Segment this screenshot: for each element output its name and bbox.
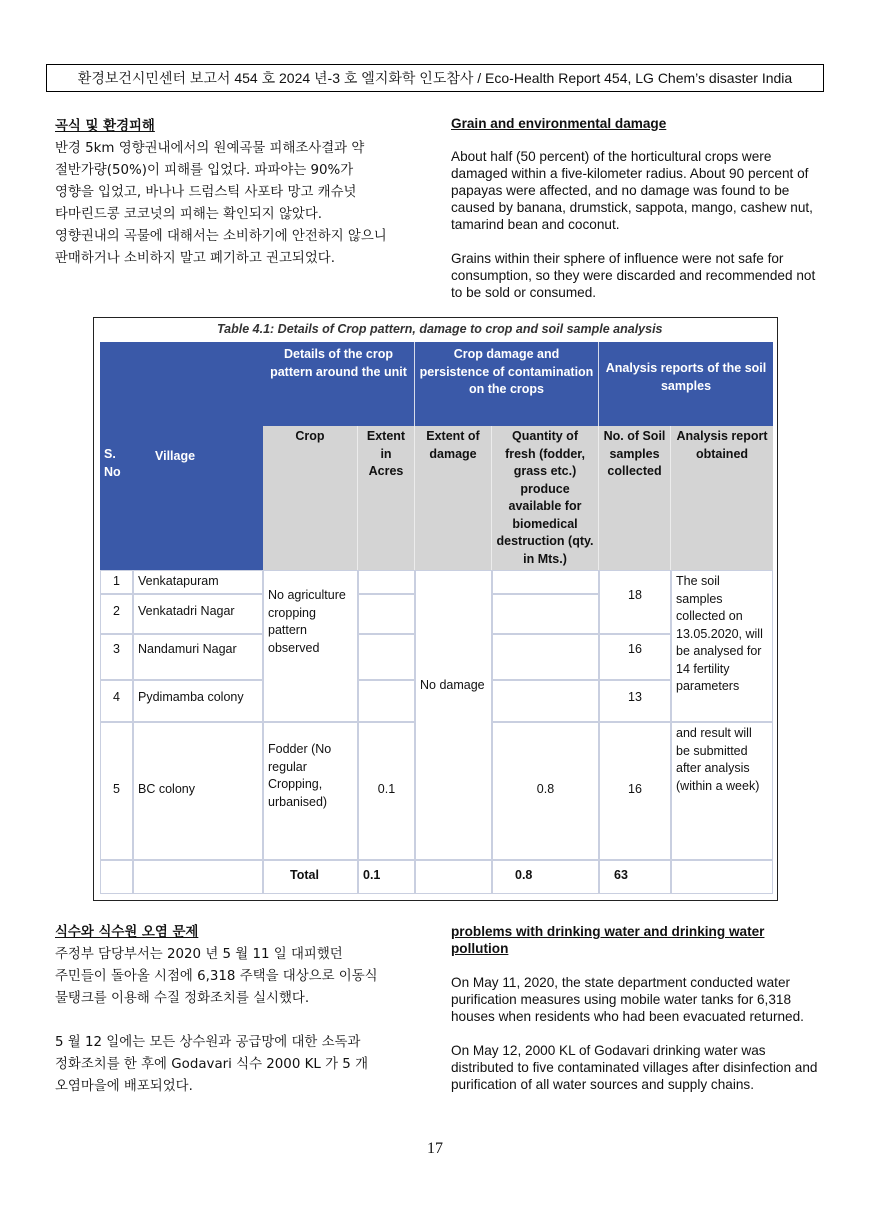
section1-korean-line: 판매하거나 소비하지 말고 폐기하고 권고되었다.: [55, 251, 335, 266]
analysis-report-bottom: and result will be submitted after analysis (within a week): [671, 722, 773, 860]
section2-korean-line: 오염마을에 배포되었다.: [55, 1079, 193, 1094]
section1-korean-title: 곡식 및 환경피해: [55, 119, 155, 134]
section1-english-paragraph: Grains within their sphere of influence were not safe for consumption, so they were discarded and recommended not to be sold or consumed.: [451, 251, 816, 300]
samples-row-3: 16: [599, 634, 671, 680]
section2-korean-title: 식수와 식수원 오염 문제: [55, 925, 199, 940]
section2-english-title: problems with drinking water and drinking water pollution: [451, 924, 765, 956]
analysis-report-top: The soil samples collected on 13.05.2020, will be analysed for 14 fertility parameters: [671, 570, 773, 722]
section2-english: [451, 923, 821, 1093]
row-sno: 5: [100, 722, 133, 860]
row-sno: 3: [100, 634, 133, 680]
total-blank: [133, 860, 263, 894]
row-sno: 2: [100, 594, 133, 634]
quantity-cell: [492, 594, 599, 634]
section1-english: [451, 115, 821, 301]
column-extent-damage: Extent of damage: [415, 426, 492, 570]
row-village: Venkatadri Nagar: [133, 594, 263, 634]
section1-english-title: Grain and environmental damage: [451, 116, 667, 131]
quantity-row-5: 0.8: [492, 722, 599, 860]
section1-korean-line: 영향을 입었고, 바나나 드럼스틱 사포타 망고 캐슈넛: [55, 185, 357, 200]
column-analysis-report: Analysis report obtained: [671, 426, 773, 570]
table-caption: Table 4.1: Details of Crop pattern, damage to crop and soil sample analysis: [217, 322, 663, 336]
quantity-cell: [492, 680, 599, 722]
column-sno: S. No: [100, 426, 133, 570]
samples-row-5: 16: [599, 722, 671, 860]
column-quantity: Quantity of fresh (fodder, grass etc.) produce available for biomedical destruction (qty. in Mts.): [492, 426, 599, 570]
section1-english-paragraph: About half (50 percent) of the horticultural crops were damaged within a five-kilometer radius. About 90 percent of papayas were affected, and no damage was found to be caused by banana, drumstick, sappota, mango, cashew nut, tamarind bean and coconut.: [451, 149, 813, 232]
acres-cell: [358, 570, 415, 594]
column-crop: Crop: [263, 426, 358, 570]
samples-rows-1-2: 18: [599, 570, 671, 634]
section1-korean-line: 반경 5km 영향권내에서의 원예곡물 피해조사결과 약: [55, 141, 365, 156]
crop-damage-table: [93, 317, 778, 901]
quantity-cell: [492, 634, 599, 680]
column-extent-acres: Extent in Acres: [358, 426, 415, 570]
row-sno: 4: [100, 680, 133, 722]
section2-korean-line: 주정부 담당부서는 2020 년 5 월 11 일 대피했던: [55, 947, 343, 962]
column-soil-samples: No. of Soil samples collected: [599, 426, 671, 570]
row-village: Nandamuri Nagar: [133, 634, 263, 680]
header-blank: [100, 342, 263, 426]
total-samples: 63: [599, 860, 671, 894]
section2-korean-line: 주민들이 돌아올 시점에 6,318 주택을 대상으로 이동식: [55, 969, 378, 984]
crop-pattern-row-5: Fodder (No regular Cropping, urbanised): [263, 722, 358, 860]
row-village: BC colony: [133, 722, 263, 860]
acres-cell: [358, 634, 415, 680]
total-blank: [671, 860, 773, 894]
total-acres: 0.1: [358, 860, 415, 894]
samples-row-4: 13: [599, 680, 671, 722]
row-village: Pydimamba colony: [133, 680, 263, 722]
row-sno: 1: [100, 570, 133, 594]
column-village: Village: [133, 426, 263, 570]
page-number: 17: [427, 1140, 443, 1157]
section2-korean: [55, 922, 430, 1098]
section1-korean: [55, 116, 430, 270]
section1-korean-line: 타마린드콩 코코넛의 피해는 확인되지 않았다.: [55, 207, 323, 222]
crop-pattern-rows-1-4: No agriculture cropping pattern observed: [263, 570, 358, 722]
section1-korean-line: 절반가량(50%)이 피해를 입었다. 파파야는 90%가: [55, 163, 354, 178]
acres-cell: [358, 680, 415, 722]
total-blank: [415, 860, 492, 894]
header-crop-pattern: Details of the crop pattern around the unit: [263, 342, 415, 426]
acres-row-5: 0.1: [358, 722, 415, 860]
section2-korean-line: 5 월 12 일에는 모든 상수원과 공급망에 대한 소독과: [55, 1035, 361, 1050]
quantity-cell: [492, 570, 599, 594]
total-label: Total: [263, 860, 358, 894]
row-village: Venkatapuram: [133, 570, 263, 594]
header-soil-analysis: Analysis reports of the soil samples: [599, 342, 773, 426]
acres-cell: [358, 594, 415, 634]
section1-korean-line: 영향권내의 곡물에 대해서는 소비하기에 안전하지 않으니: [55, 229, 387, 244]
section2-english-paragraph: On May 11, 2020, the state department conducted water purification measures using mobile water tanks for 6,318 houses when residents who had been evacuated returned.: [451, 975, 804, 1024]
section2-korean-line: 물탱크를 이용해 수질 정화조치를 실시했다.: [55, 991, 310, 1006]
header-crop-damage: Crop damage and persistence of contamination on the crops: [415, 342, 599, 426]
total-quantity: 0.8: [492, 860, 599, 894]
section2-english-paragraph: On May 12, 2000 KL of Godavari drinking water was distributed to five contaminated villages after disinfection and purification of all water sources and supply chains.: [451, 1043, 818, 1092]
total-blank: [100, 860, 133, 894]
extent-of-damage: No damage: [415, 570, 492, 860]
section2-korean-line: 정화조치를 한 후에 Godavari 식수 2000 KL 가 5 개: [55, 1057, 369, 1072]
page-header: 환경보건시민센터 보고서 454 호 2024 년-3 호 엘지화학 인도참사 / Eco-Health Report 454, LG Chem’s disaster India: [46, 64, 824, 92]
